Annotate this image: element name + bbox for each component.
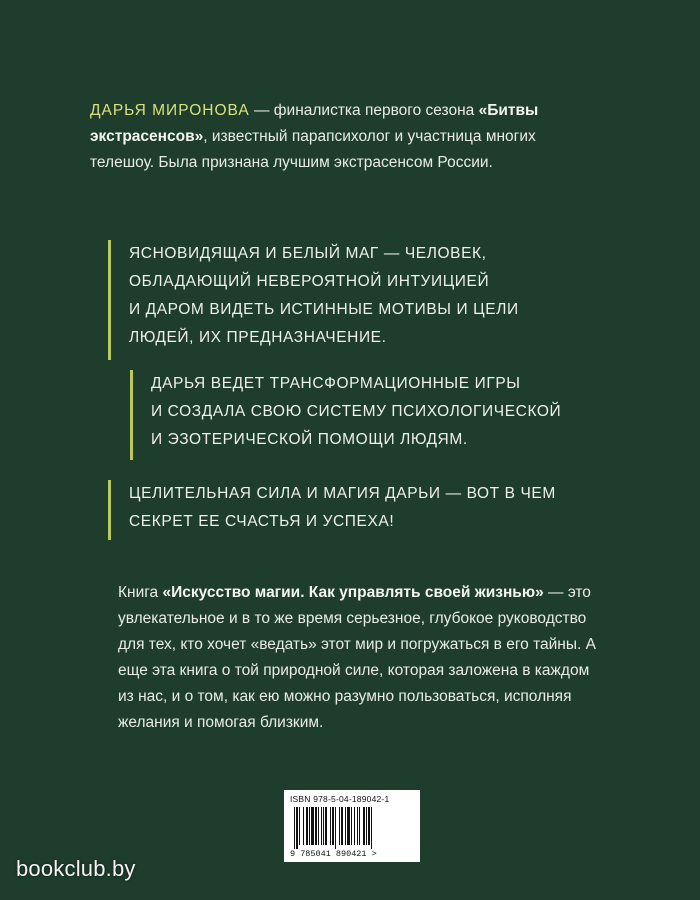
book-title: «Искусство магии. Как управлять своей жизнью» — [162, 584, 544, 601]
barcode-bar — [368, 807, 370, 845]
author-bio — [90, 98, 570, 176]
barcode-graphic — [290, 807, 414, 849]
barcode-bar — [357, 807, 358, 845]
quote-block-1 — [108, 240, 519, 360]
barcode-bar — [341, 807, 343, 845]
barcode-bars — [290, 807, 414, 849]
barcode-bar — [306, 807, 308, 845]
barcode-bar — [325, 807, 327, 845]
barcode-bar — [330, 807, 331, 845]
book-desc-text: — это увлекательное и в то же время серьезное, глубокое руководство для тех, кто хочет «ведать» этот мир и погружаться в его тайны. А еще эта книга о той природной силе, которая заложена в каждом из нас, и о том, как ею можно разумно пользоваться, исполняя желания и помогая близким. — [118, 584, 596, 731]
barcode-bar — [323, 807, 324, 845]
quote-line: ОБЛАДАЮЩИЙ НЕВЕРОЯТНОЙ ИНТУИЦИЕЙ — [129, 273, 490, 290]
barcode-bar — [371, 807, 372, 849]
barcode-bar — [294, 807, 295, 849]
barcode-bar — [366, 807, 367, 845]
watermark: bookclub.by — [16, 856, 136, 881]
quote-line: И ЭЗОТЕРИЧЕСКОЙ ПОМОЩИ ЛЮДЯМ. — [151, 431, 468, 448]
barcode-digits: 9 785041 890421 > — [290, 849, 377, 859]
barcode — [284, 790, 420, 862]
quote-block-3 — [108, 480, 556, 540]
barcode-bar — [299, 807, 300, 845]
barcode-bar — [321, 807, 322, 845]
quote-line: ЯСНОВИДЯЩАЯ И БЕЛЫЙ МАГ — ЧЕЛОВЕК, — [129, 245, 487, 262]
quote-line: И СОЗДАЛА СВОЮ СИСТЕМУ ПСИХОЛОГИЧЕСКОЙ — [151, 403, 562, 420]
barcode-bar — [309, 807, 310, 845]
barcode-bar — [345, 807, 346, 845]
barcode-bar — [335, 807, 336, 849]
quote-line: ЦЕЛИТЕЛЬНАЯ СИЛА И МАГИЯ ДАРЬИ — ВОТ В ЧЕМ — [129, 485, 556, 502]
book-description — [118, 580, 598, 736]
barcode-bar — [351, 807, 352, 845]
quote-line: ЛЮДЕЙ, ИХ ПРЕДНАЗНАЧЕНИЕ. — [129, 329, 387, 346]
barcode-bar — [359, 807, 360, 845]
isbn-label: ISBN 978-5-04-189042-1 — [290, 794, 390, 804]
quote-block-2 — [130, 370, 561, 460]
author-bio-text-1: — финалистка первого сезона — [249, 102, 479, 119]
barcode-bar — [332, 807, 334, 845]
barcode-bar — [318, 807, 319, 845]
barcode-bar — [347, 807, 350, 845]
quote-line: ДАРЬЯ ВЕДЕТ ТРАНСФОРМАЦИОННЫЕ ИГРЫ — [151, 375, 521, 392]
book-desc-prefix: Книга — [118, 584, 163, 601]
quote-line: СЕКРЕТ ЕЕ СЧАСТЬЯ И УСПЕХА! — [129, 513, 395, 530]
quote-line: И ДАРОМ ВИДЕТЬ ИСТИННЫЕ МОТИВЫ И ЦЕЛИ — [129, 301, 519, 318]
author-bio-text-2: , известный парапсихолог и участница многих телешоу. Была признана лучшим экстрасенсом России. — [90, 128, 536, 171]
barcode-bar — [339, 807, 340, 845]
barcode-bar — [315, 807, 317, 845]
barcode-bar — [296, 807, 298, 849]
show-title: «Битвы экстрасенсов» — [90, 102, 539, 145]
barcode-bar — [363, 807, 365, 845]
author-name: ДАРЬЯ МИРОНОВА — [90, 102, 250, 119]
barcode-bar — [311, 807, 314, 845]
barcode-bar — [303, 807, 304, 845]
barcode-bar — [354, 807, 355, 845]
